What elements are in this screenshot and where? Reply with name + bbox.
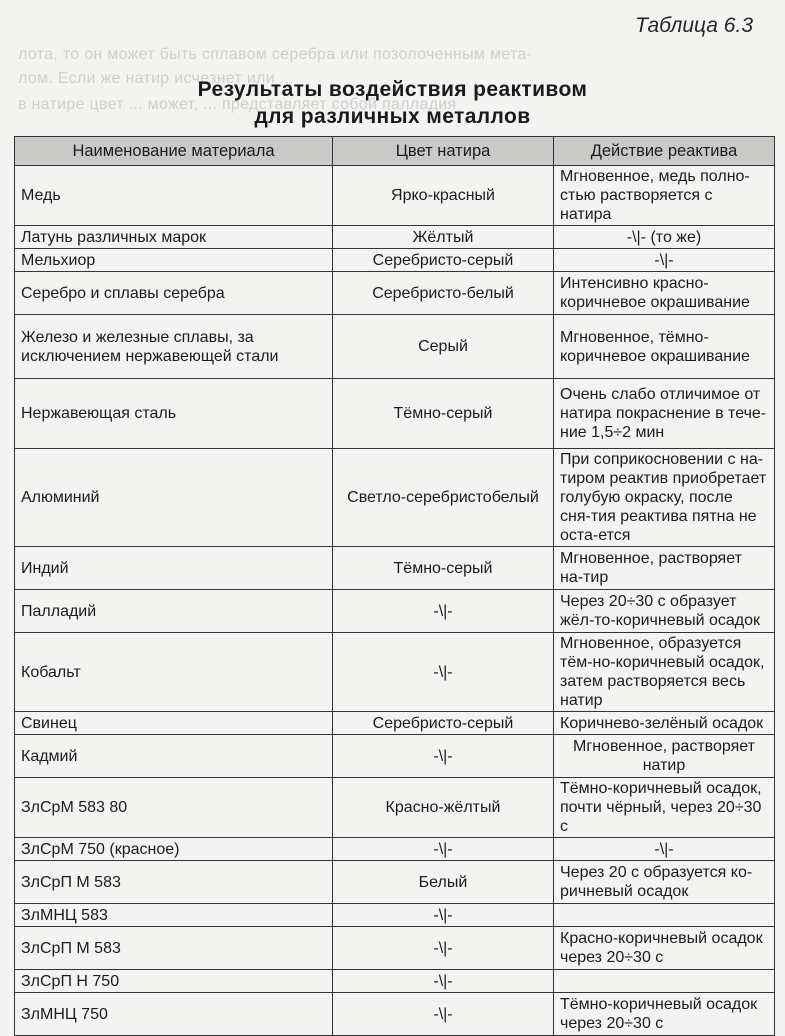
material-cell: Свинец bbox=[15, 712, 333, 735]
color-cell: Белый bbox=[333, 861, 554, 904]
table-title-line-1: Результаты воздействия реактивом bbox=[197, 78, 588, 101]
table-row bbox=[15, 272, 775, 315]
material-cell: Серебро и сплавы серебра bbox=[15, 272, 333, 315]
material-cell: ЗлСрП Н 750 bbox=[15, 970, 333, 993]
table-row bbox=[15, 379, 775, 449]
table-title bbox=[0, 76, 785, 130]
action-cell: Тёмно-коричневый осадок через 20÷30 с bbox=[554, 993, 775, 1036]
action-cell: -\|- bbox=[554, 838, 775, 861]
color-cell: Красно-жёлтый bbox=[333, 778, 554, 838]
material-cell: Нержавеющая сталь bbox=[15, 379, 333, 449]
action-cell bbox=[554, 970, 775, 993]
color-cell: Серебристо-белый bbox=[333, 272, 554, 315]
table-row bbox=[15, 315, 775, 379]
bleed-through-line-2: лом. Если же натир исчезнет или ... bbox=[18, 70, 294, 87]
material-cell: ЗлСрП М 583 bbox=[15, 861, 333, 904]
header-action: Действие реактива bbox=[554, 137, 775, 166]
table-title-line-2: для различных металлов bbox=[254, 105, 531, 128]
action-cell: -\|- (то же) bbox=[554, 226, 775, 249]
table-row bbox=[15, 838, 775, 861]
bleed-through-line-3: в натире цвет ... может, ... представляет собой палладия bbox=[18, 96, 457, 113]
material-cell: Кобальт bbox=[15, 633, 333, 712]
color-cell: -\|- bbox=[333, 993, 554, 1036]
color-cell: Серебристо-серый bbox=[333, 712, 554, 735]
table-row bbox=[15, 249, 775, 272]
table-row bbox=[15, 166, 775, 226]
table-row bbox=[15, 861, 775, 904]
color-cell: Ярко-красный bbox=[333, 166, 554, 226]
header-color: Цвет натира bbox=[333, 137, 554, 166]
action-cell: Мгновенное, образуется тём-но-коричневый осадок, затем растворяется весь натир bbox=[554, 633, 775, 712]
table-row bbox=[15, 993, 775, 1036]
table-row bbox=[15, 712, 775, 735]
table-row bbox=[15, 547, 775, 590]
material-cell: Латунь различных марок bbox=[15, 226, 333, 249]
table-header-row bbox=[15, 137, 775, 166]
table-row bbox=[15, 633, 775, 712]
table-row bbox=[15, 590, 775, 633]
color-cell: -\|- bbox=[333, 590, 554, 633]
material-cell: Мельхиор bbox=[15, 249, 333, 272]
color-cell: -\|- bbox=[333, 970, 554, 993]
action-cell: Через 20÷30 с образует жёл-то-коричневый осадок bbox=[554, 590, 775, 633]
material-cell: Медь bbox=[15, 166, 333, 226]
color-cell: Серебристо-серый bbox=[333, 249, 554, 272]
color-cell: Жёлтый bbox=[333, 226, 554, 249]
material-cell: Железо и железные сплавы, за исключением нержавеющей стали bbox=[15, 315, 333, 379]
action-cell: -\|- bbox=[554, 249, 775, 272]
action-cell: Мгновенное, тёмно-коричневое окрашивание bbox=[554, 315, 775, 379]
action-cell: Тёмно-коричневый осадок, почти чёрный, через 20÷30 с bbox=[554, 778, 775, 838]
bleed-through-line-1: лота, то он может быть сплавом серебра или позолоченным мета- bbox=[18, 46, 533, 63]
results-table bbox=[14, 136, 775, 1036]
color-cell: -\|- bbox=[333, 927, 554, 970]
table-row bbox=[15, 735, 775, 778]
color-cell: Серый bbox=[333, 315, 554, 379]
action-cell: Очень слабо отличимое от натира покраснение в тече-ние 1,5÷2 мин bbox=[554, 379, 775, 449]
material-cell: Палладий bbox=[15, 590, 333, 633]
material-cell: Индий bbox=[15, 547, 333, 590]
action-cell: Красно-коричневый осадок через 20÷30 с bbox=[554, 927, 775, 970]
table-number: Таблица 6.3 bbox=[635, 14, 753, 37]
action-cell: Мгновенное, растворяет натир bbox=[554, 735, 775, 778]
material-cell: ЗлСрП М 583 bbox=[15, 927, 333, 970]
material-cell: ЗлМНЦ 583 bbox=[15, 904, 333, 927]
table-row bbox=[15, 778, 775, 838]
table-row bbox=[15, 927, 775, 970]
material-cell: ЗлМНЦ 750 bbox=[15, 993, 333, 1036]
header-material: Наименование материала bbox=[15, 137, 333, 166]
action-cell: Коричнево-зелёный осадок bbox=[554, 712, 775, 735]
color-cell: -\|- bbox=[333, 904, 554, 927]
color-cell: Тёмно-серый bbox=[333, 547, 554, 590]
table-row bbox=[15, 226, 775, 249]
color-cell: Тёмно-серый bbox=[333, 379, 554, 449]
table-row bbox=[15, 449, 775, 547]
material-cell: Кадмий bbox=[15, 735, 333, 778]
action-cell bbox=[554, 904, 775, 927]
action-cell: Интенсивно красно-коричневое окрашивание bbox=[554, 272, 775, 315]
color-cell: -\|- bbox=[333, 633, 554, 712]
table-row bbox=[15, 970, 775, 993]
material-cell: ЗлСрМ 750 (красное) bbox=[15, 838, 333, 861]
action-cell: Мгновенное, растворяет на-тир bbox=[554, 547, 775, 590]
color-cell: Светло-серебристобелый bbox=[333, 449, 554, 547]
color-cell: -\|- bbox=[333, 735, 554, 778]
color-cell: -\|- bbox=[333, 838, 554, 861]
material-cell: ЗлСрМ 583 80 bbox=[15, 778, 333, 838]
material-cell: Алюминий bbox=[15, 449, 333, 547]
action-cell: Через 20 с образуется ко-ричневый осадок bbox=[554, 861, 775, 904]
table-row bbox=[15, 904, 775, 927]
action-cell: При соприкосновении с на-тиром реактив приобретает голубую окраску, после сня-тия реактива пятна не оста-ется bbox=[554, 449, 775, 547]
action-cell: Мгновенное, медь полно-стью растворяется с натира bbox=[554, 166, 775, 226]
